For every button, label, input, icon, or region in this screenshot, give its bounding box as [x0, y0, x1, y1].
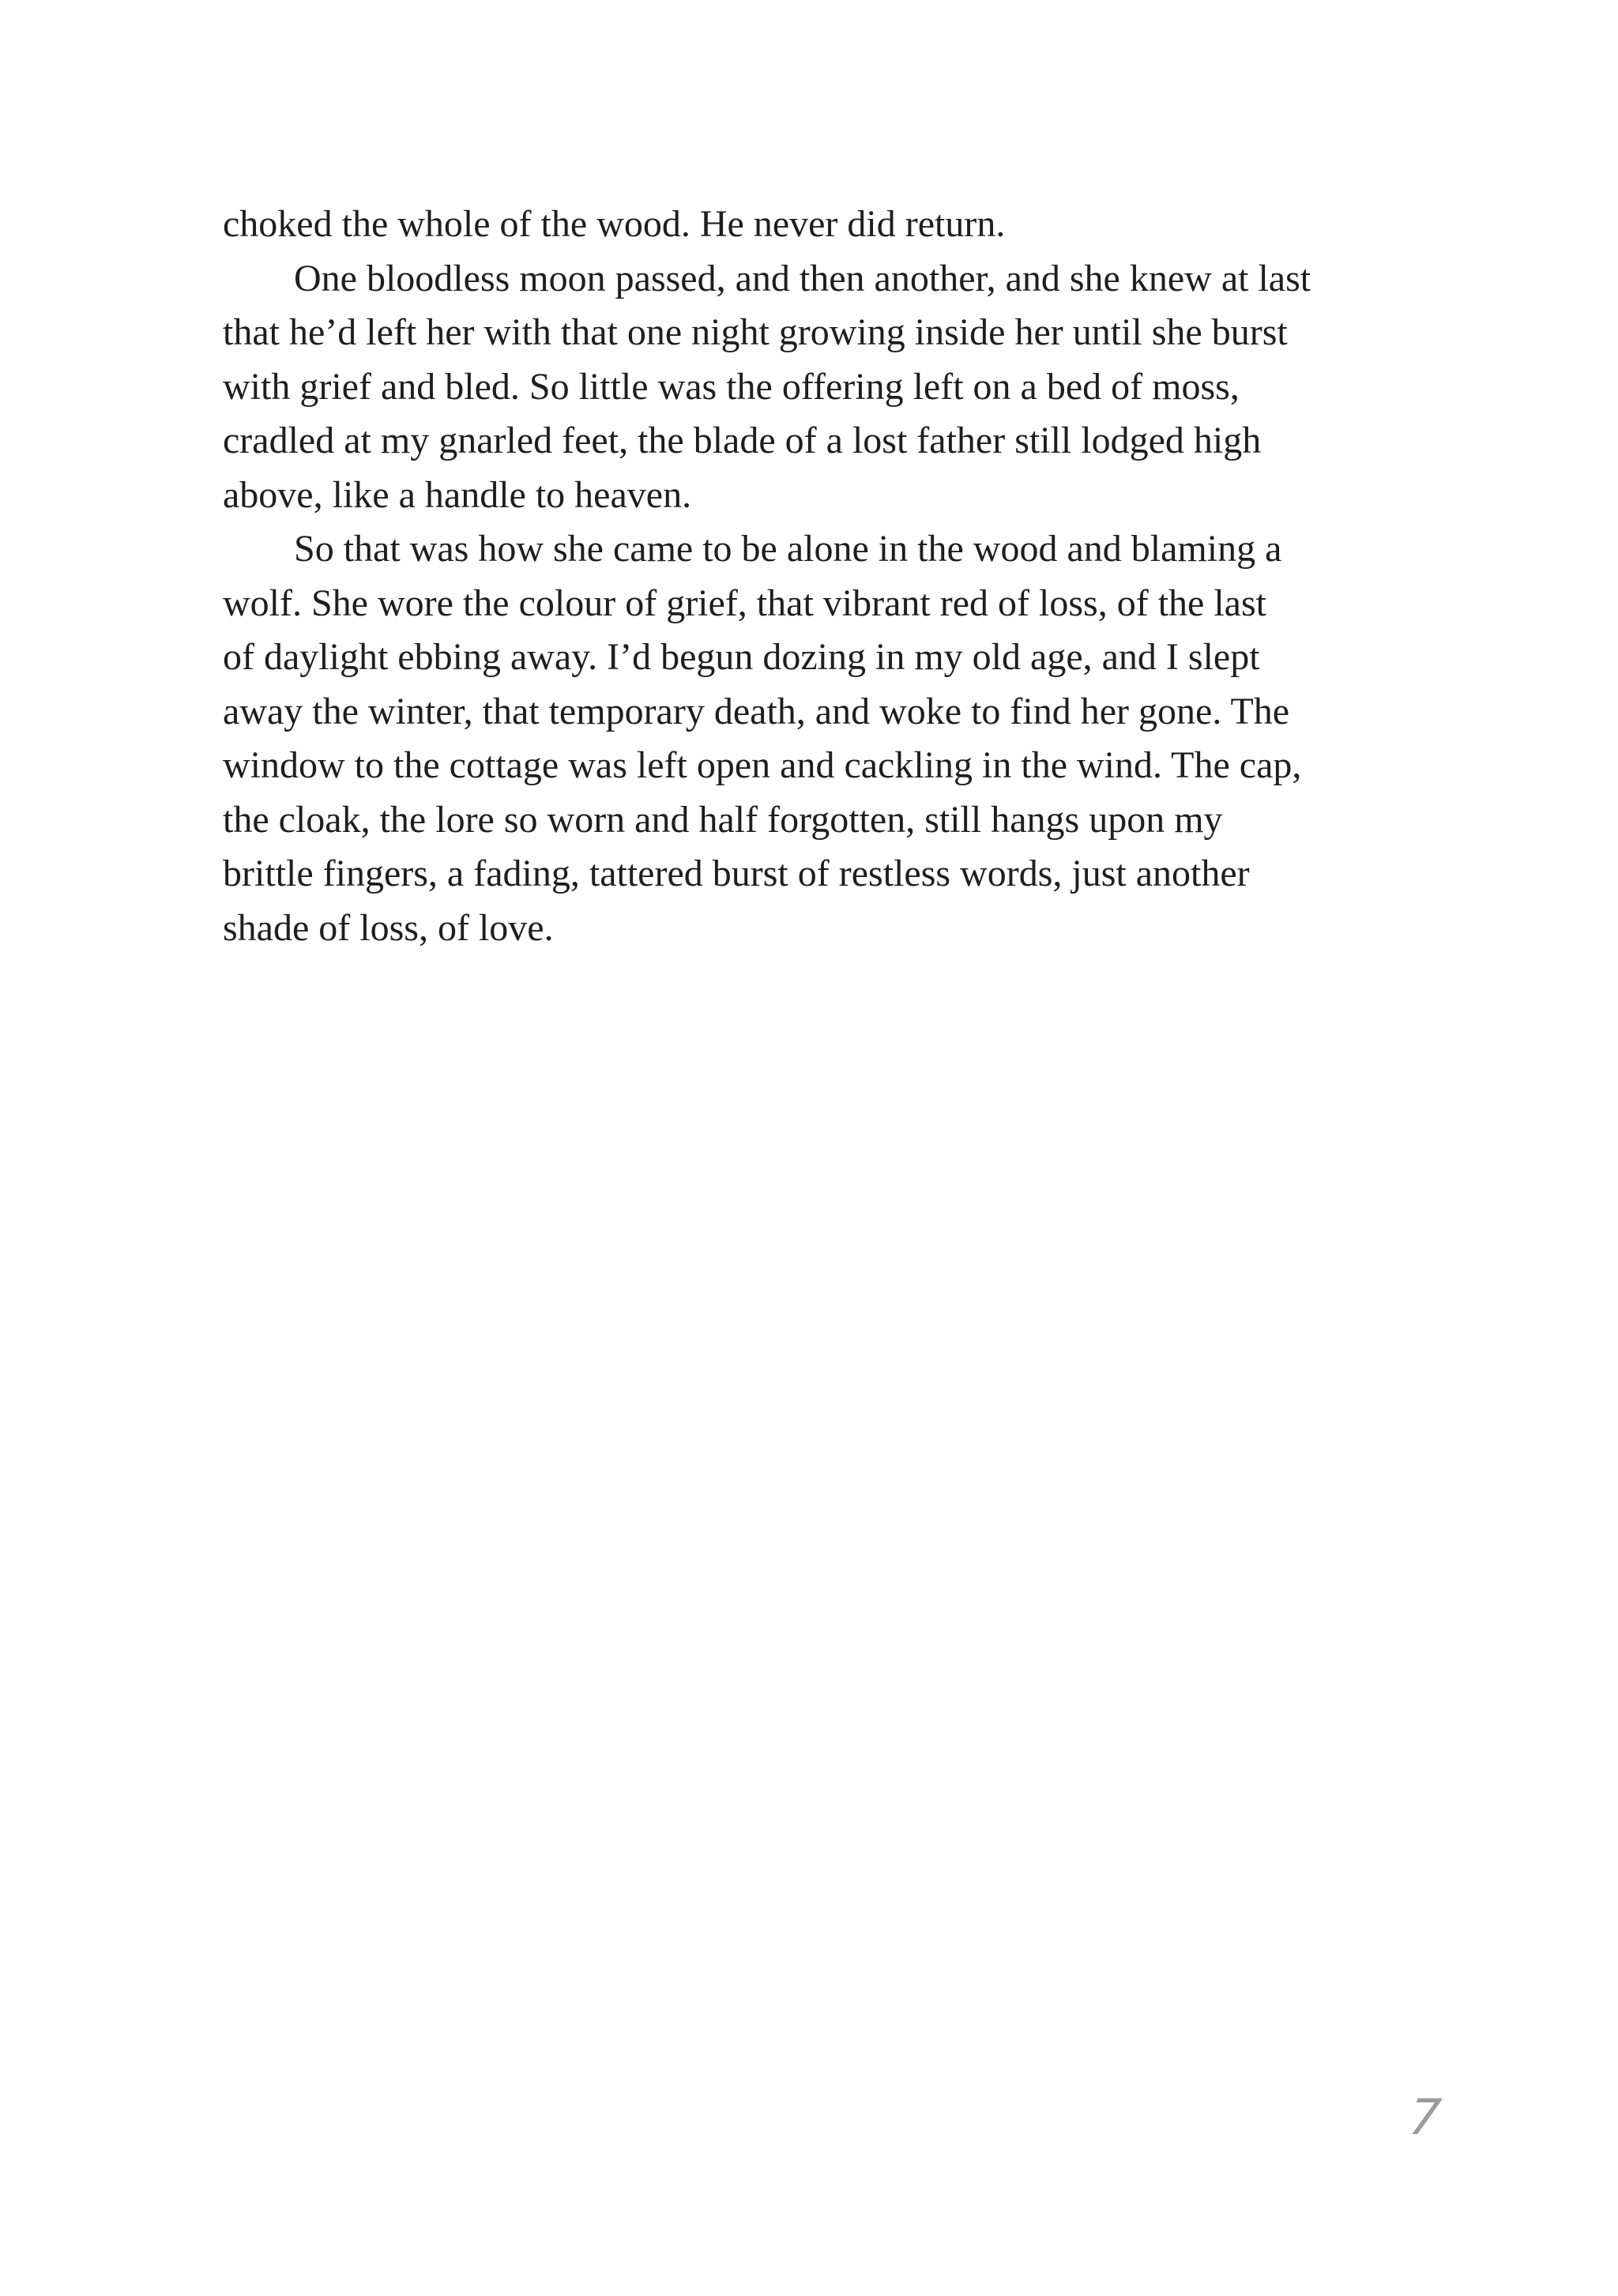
text-line-12: the cloak, the lore so worn and half forgotten, still hangs upon my	[223, 798, 1223, 841]
text-line-13: brittle fingers, a fading, tattered burst of restless words, just another	[223, 853, 1250, 894]
text-line-6: above, like a handle to heaven.	[223, 473, 692, 516]
body-text	[223, 198, 1424, 955]
text-line-5: cradled at my gnarled feet, the blade of a lost father still lodged high	[223, 420, 1262, 461]
text-line-2: One bloodless moon passed, and then another, and she knew at last	[294, 257, 1311, 299]
page-number: 7	[1406, 2088, 1444, 2146]
text-line-9: of daylight ebbing away. I’d begun dozing in my old age, and I slept	[223, 636, 1260, 678]
text-line-10: away the winter, that temporary death, and woke to find her gone. The	[223, 690, 1290, 732]
text-line-14: shade of loss, of love.	[223, 906, 554, 949]
text-line-4: with grief and bled. So little was the offering left on a bed of moss,	[223, 365, 1240, 408]
text-line-8: wolf. She wore the colour of grief, that vibrant red of loss, of the last	[223, 582, 1266, 624]
text-line-3: that he’d left her with that one night growing inside her until she burst	[223, 311, 1288, 353]
text-line-1: choked the whole of the wood. He never did return.	[223, 203, 1006, 245]
text-line-11: window to the cottage was left open and cackling in the wind. The cap,	[223, 744, 1302, 786]
text-line-7: So that was how she came to be alone in the wood and blaming a	[294, 528, 1282, 570]
